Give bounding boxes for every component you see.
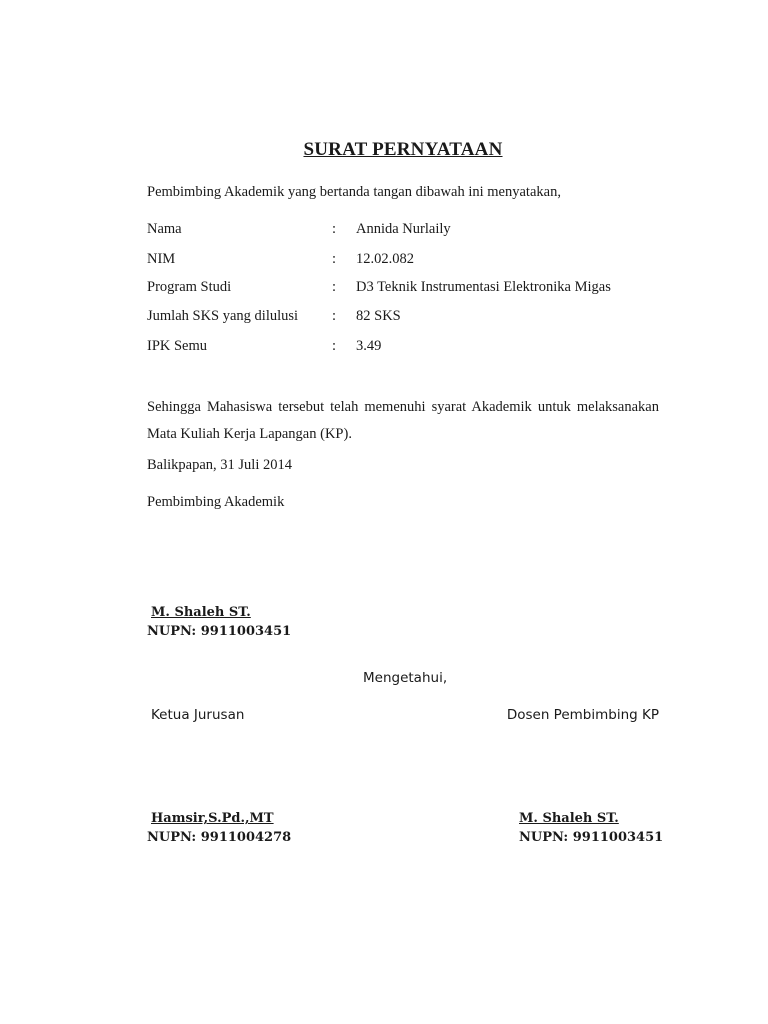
- field-value: 82 SKS: [356, 308, 401, 324]
- head-nupn: NUPN: 9911004278: [147, 830, 292, 845]
- field-value: D3 Teknik Instrumentasi Elektronika Migas: [356, 279, 611, 295]
- document-title: SURAT PERNYATAAN: [303, 139, 503, 160]
- advisor-name: M. Shaleh ST.: [151, 605, 251, 620]
- field-colon: :: [332, 338, 337, 354]
- head-role: Ketua Jurusan: [151, 707, 245, 723]
- head-name: Hamsir,S.Pd.,MT: [151, 811, 274, 826]
- kp-role: Dosen Pembimbing KP: [506, 707, 659, 723]
- field-value: 12.02.082: [356, 251, 414, 267]
- field-colon: :: [332, 279, 337, 295]
- acknowledged-label: Mengetahui,: [363, 670, 448, 686]
- field-colon: :: [332, 308, 337, 324]
- field-row-name: [147, 221, 667, 241]
- field-label: NIM: [147, 251, 176, 267]
- kp-advisor-name: M. Shaleh ST.: [519, 811, 619, 826]
- field-row-program: [147, 279, 667, 299]
- field-colon: :: [332, 221, 337, 237]
- kp-advisor-nupn: NUPN: 9911003451: [519, 830, 664, 845]
- advisor-role: Pembimbing Akademik: [147, 494, 285, 510]
- field-colon: :: [332, 251, 337, 267]
- field-value: 3.49: [356, 338, 382, 354]
- field-label: Program Studi: [147, 279, 232, 295]
- intro-text: Pembimbing Akademik yang bertanda tangan dibawah ini menyatakan,: [147, 184, 561, 200]
- field-row-nim: [147, 251, 667, 271]
- statement-paragraph: Sehingga Mahasiswa tersebut telah memenuhi syarat Akademik untuk melaksanakan Mata Kuliah Kerja Lapangan (KP).: [147, 399, 659, 442]
- field-row-ipk: [147, 338, 667, 358]
- advisor-nupn: NUPN: 9911003451: [147, 624, 292, 639]
- field-label: Jumlah SKS yang dilulusi: [147, 308, 299, 324]
- field-value: Annida Nurlaily: [356, 221, 451, 237]
- place-date: Balikpapan, 31 Juli 2014: [147, 457, 292, 473]
- field-label: Nama: [147, 221, 182, 237]
- field-label: IPK Semu: [147, 338, 208, 354]
- field-row-sks: [147, 308, 667, 328]
